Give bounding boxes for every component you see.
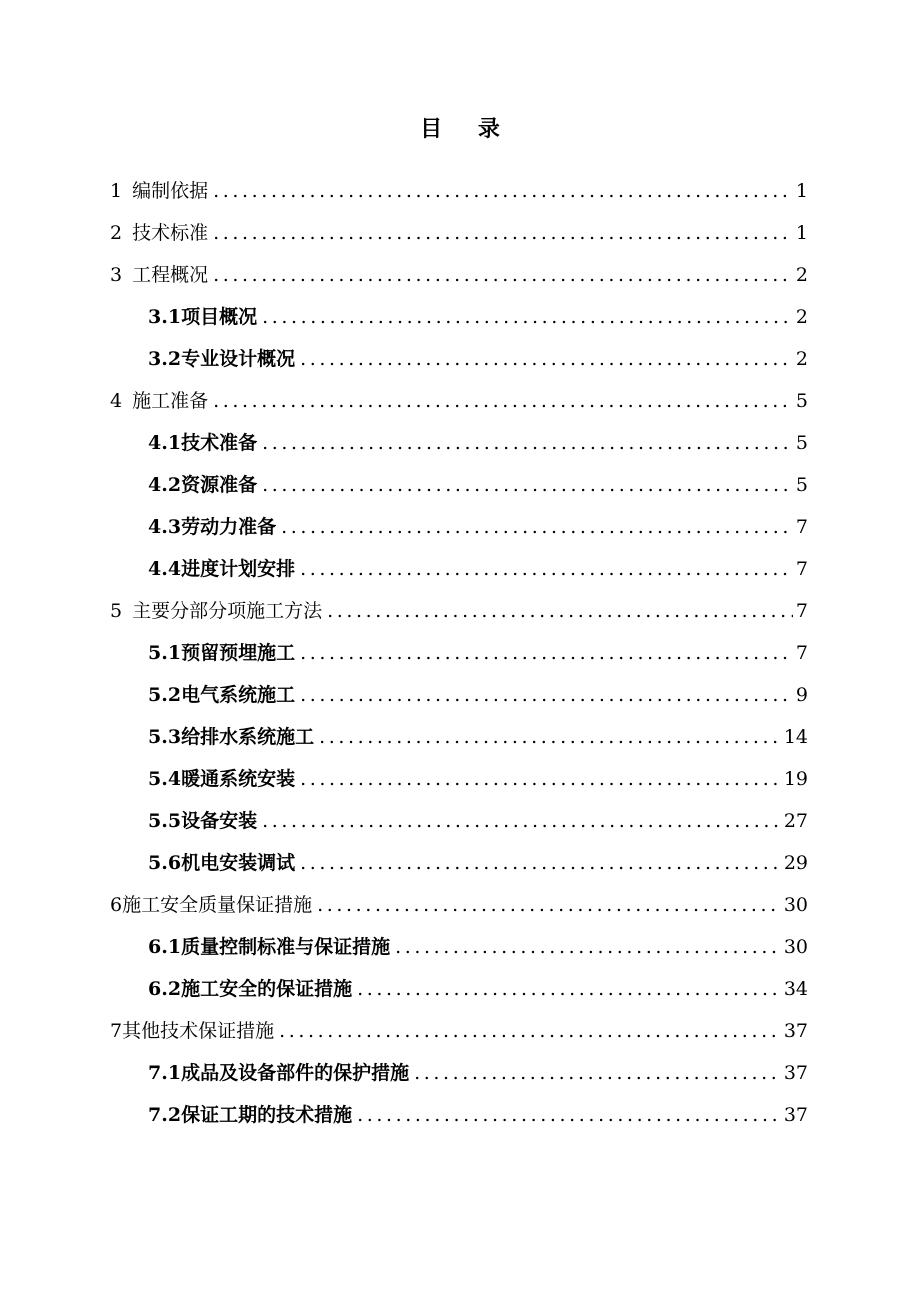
toc-entry-label: 给排水系统施工 — [181, 726, 315, 748]
toc-entry-number: 6.2 — [148, 978, 182, 1000]
toc-entry-page: 7 — [795, 642, 808, 664]
toc-entry-number: 4.2 — [148, 474, 182, 496]
toc-entry[interactable] — [110, 338, 808, 380]
toc-entry-number: 4.4 — [148, 558, 182, 580]
toc-entry-number: 3.1 — [148, 306, 182, 328]
toc-entry-number: 2 — [110, 222, 123, 244]
toc-entry-page: 2 — [795, 306, 808, 328]
toc-entry-page: 7 — [795, 600, 808, 622]
toc-entry-number: 3 — [110, 264, 123, 286]
toc-entry-label: 施工安全质量保证措施 — [122, 894, 313, 916]
toc-entry-label: 质量控制标准与保证措施 — [181, 936, 391, 958]
toc-entry-label: 项目概况 — [181, 306, 258, 328]
toc-entry-label: 电气系统施工 — [181, 684, 296, 706]
toc-entry[interactable] — [110, 422, 808, 464]
toc-dot-leader — [213, 380, 793, 422]
toc-entry-label: 专业设计概况 — [181, 348, 296, 370]
toc-entry[interactable] — [110, 1010, 808, 1052]
toc-entry-label: 暖通系统安装 — [181, 768, 296, 790]
toc-entry-page: 14 — [783, 726, 808, 748]
toc-entry-label: 施工准备 — [132, 390, 209, 412]
toc-dot-leader — [213, 170, 793, 212]
toc-dot-leader — [319, 716, 781, 758]
toc-entry-number: 7.2 — [148, 1104, 182, 1126]
toc-entry[interactable] — [110, 548, 808, 590]
toc-entry-page: 37 — [783, 1104, 808, 1126]
toc-entry-label: 工程概况 — [132, 264, 209, 286]
toc-entry-number: 4.3 — [148, 516, 182, 538]
toc-entry-number: 6 — [110, 894, 123, 916]
toc-entry-label: 成品及设备部件的保护措施 — [181, 1062, 410, 1084]
toc-entry-page: 9 — [795, 684, 808, 706]
toc-entry-page: 30 — [783, 936, 808, 958]
toc-entry-number: 5 — [110, 600, 123, 622]
toc-entry[interactable] — [110, 464, 808, 506]
toc-entry-number: 1 — [110, 180, 123, 202]
toc-entry-number: 4.1 — [148, 432, 182, 454]
toc-entry-number: 7 — [110, 1020, 123, 1042]
toc-entry-number: 5.3 — [148, 726, 182, 748]
toc-entry[interactable] — [110, 254, 808, 296]
toc-entry-label: 资源准备 — [181, 474, 258, 496]
toc-entry[interactable] — [110, 506, 808, 548]
toc-entry[interactable] — [110, 1094, 808, 1136]
toc-entry-label: 劳动力准备 — [181, 516, 277, 538]
toc-entry-label: 保证工期的技术措施 — [181, 1104, 353, 1126]
toc-dot-leader — [327, 590, 793, 632]
toc-entry-page: 27 — [783, 810, 808, 832]
toc-entry-page: 29 — [783, 852, 808, 874]
toc-entry-label: 进度计划安排 — [181, 558, 296, 580]
toc-entry-label: 其他技术保证措施 — [122, 1020, 275, 1042]
toc-entry-label: 编制依据 — [132, 180, 209, 202]
toc-entry[interactable] — [110, 884, 808, 926]
toc-dot-leader — [414, 1052, 781, 1094]
toc-entry-number: 3.2 — [148, 348, 182, 370]
toc-entry-page: 34 — [783, 978, 808, 1000]
toc-title: 目 录 — [420, 116, 514, 142]
toc-entry-label: 机电安装调试 — [181, 852, 296, 874]
toc-entry[interactable] — [110, 632, 808, 674]
toc-entry-number: 5.4 — [148, 768, 182, 790]
toc-entry-page: 37 — [783, 1020, 808, 1042]
toc-entry-number: 6.1 — [148, 936, 182, 958]
toc-entry-label: 设备安装 — [181, 810, 258, 832]
toc-dot-leader — [357, 1094, 781, 1136]
toc-entry-label: 技术标准 — [132, 222, 209, 244]
toc-entry[interactable] — [110, 716, 808, 758]
toc-dot-leader — [262, 422, 793, 464]
toc-entry-page: 1 — [795, 222, 808, 244]
toc-dot-leader — [395, 926, 781, 968]
toc-entry[interactable] — [110, 296, 808, 338]
toc-entry-label: 技术准备 — [181, 432, 258, 454]
toc-dot-leader — [281, 506, 793, 548]
toc-entry-page: 7 — [795, 516, 808, 538]
toc-entry-number: 5.5 — [148, 810, 182, 832]
toc-entry-page: 5 — [795, 474, 808, 496]
toc-entry[interactable] — [110, 968, 808, 1010]
toc-entry-page: 30 — [783, 894, 808, 916]
toc-entry[interactable] — [110, 926, 808, 968]
toc-entry-page: 19 — [783, 768, 808, 790]
toc-entry-label: 主要分部分项施工方法 — [132, 600, 323, 622]
toc-entry[interactable] — [110, 380, 808, 422]
toc-entry[interactable] — [110, 758, 808, 800]
toc-entry[interactable] — [110, 800, 808, 842]
toc-entry-page: 2 — [795, 348, 808, 370]
toc-entry[interactable] — [110, 170, 808, 212]
toc-dot-leader — [279, 1010, 781, 1052]
toc-entry-label: 施工安全的保证措施 — [181, 978, 353, 1000]
toc-entry-number: 5.6 — [148, 852, 182, 874]
toc-dot-leader — [300, 842, 781, 884]
toc-entry[interactable] — [110, 1052, 808, 1094]
toc-dot-leader — [300, 758, 781, 800]
toc-entry[interactable] — [110, 674, 808, 716]
toc-entry-number: 5.2 — [148, 684, 182, 706]
toc-dot-leader — [262, 800, 781, 842]
toc-dot-leader — [357, 968, 781, 1010]
toc-dot-leader — [300, 632, 793, 674]
toc-entry-page: 5 — [795, 432, 808, 454]
toc-entry-page: 2 — [795, 264, 808, 286]
table-of-contents — [110, 170, 808, 1136]
toc-dot-leader — [300, 338, 793, 380]
toc-dot-leader — [317, 884, 781, 926]
toc-dot-leader — [262, 464, 793, 506]
toc-entry[interactable] — [110, 842, 808, 884]
toc-dot-leader — [300, 674, 793, 716]
toc-entry[interactable] — [110, 590, 808, 632]
toc-entry-label: 预留预埋施工 — [181, 642, 296, 664]
toc-dot-leader — [213, 212, 793, 254]
toc-entry-page: 1 — [795, 180, 808, 202]
toc-dot-leader — [262, 296, 793, 338]
toc-entry-page: 37 — [783, 1062, 808, 1084]
toc-entry-page: 7 — [795, 558, 808, 580]
toc-entry-number: 5.1 — [148, 642, 182, 664]
toc-dot-leader — [213, 254, 793, 296]
toc-entry-number: 7.1 — [148, 1062, 182, 1084]
toc-entry-page: 5 — [795, 390, 808, 412]
toc-entry-number: 4 — [110, 390, 123, 412]
toc-entry[interactable] — [110, 212, 808, 254]
toc-dot-leader — [300, 548, 793, 590]
